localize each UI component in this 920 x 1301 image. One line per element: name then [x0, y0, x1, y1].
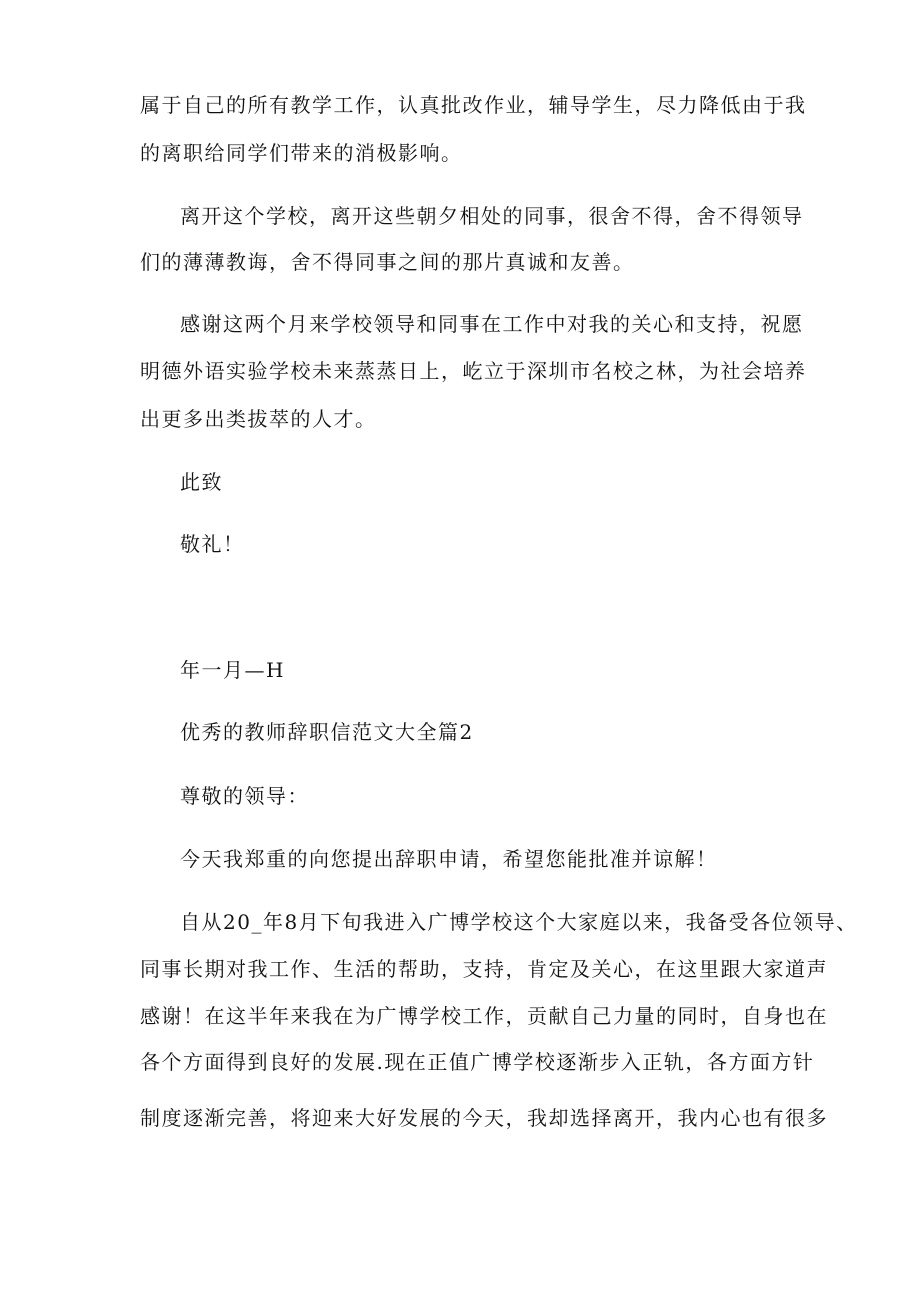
paragraph-line: 属于自己的所有教学工作，认真批改作业，辅导学生，尽力降低由于我 [140, 93, 807, 117]
closing-regards: 敬礼！ [180, 532, 245, 556]
paragraph-line: 的离职给同学们带来的消极影响。 [140, 141, 463, 165]
section-title: 优秀的教师辞职信范文大全篇2 [180, 720, 474, 744]
greeting-line: 尊敬的领导： [180, 784, 309, 808]
paragraph-line: 离开这个学校，离开这些朝夕相处的同事，很舍不得，舍不得领导 [180, 204, 804, 228]
closing-salutation: 此致 [180, 470, 223, 494]
paragraph-line: 明德外语实验学校未来蒸蒸日上，屹立于深圳市名校之林，为社会培养 [140, 359, 807, 383]
paragraph-line: 出更多出类拔萃的人才。 [140, 407, 377, 431]
paragraph-line: 感谢这两个月来学校领导和同事在工作中对我的关心和支持，祝愿 [180, 312, 804, 336]
date-line: 年一月—H [180, 658, 285, 682]
paragraph-line: 今天我郑重的向您提出辞职申请，希望您能批准并谅解！ [180, 847, 718, 871]
paragraph-line: 各个方面得到良好的发展.现在正值广博学校逐渐步入正轨，各方面方针 [140, 1050, 815, 1074]
paragraph-line: 同事长期对我工作、生活的帮助，支持，肯定及关心，在这里跟大家道声 [140, 957, 828, 981]
paragraph-line: 感谢！在这半年来我在为广博学校工作，贡献自己力量的同时，自身也在 [140, 1004, 828, 1028]
paragraph-line: 自从20_年8月下旬我进入广博学校这个大家庭以来，我备受各位领导、 [180, 910, 858, 934]
paragraph-line: 制度逐渐完善，将迎来大好发展的今天，我却选择离开，我内心也有很多 [140, 1106, 828, 1130]
paragraph-line: 们的薄薄教诲，舍不得同事之间的那片真诚和友善。 [140, 250, 635, 274]
